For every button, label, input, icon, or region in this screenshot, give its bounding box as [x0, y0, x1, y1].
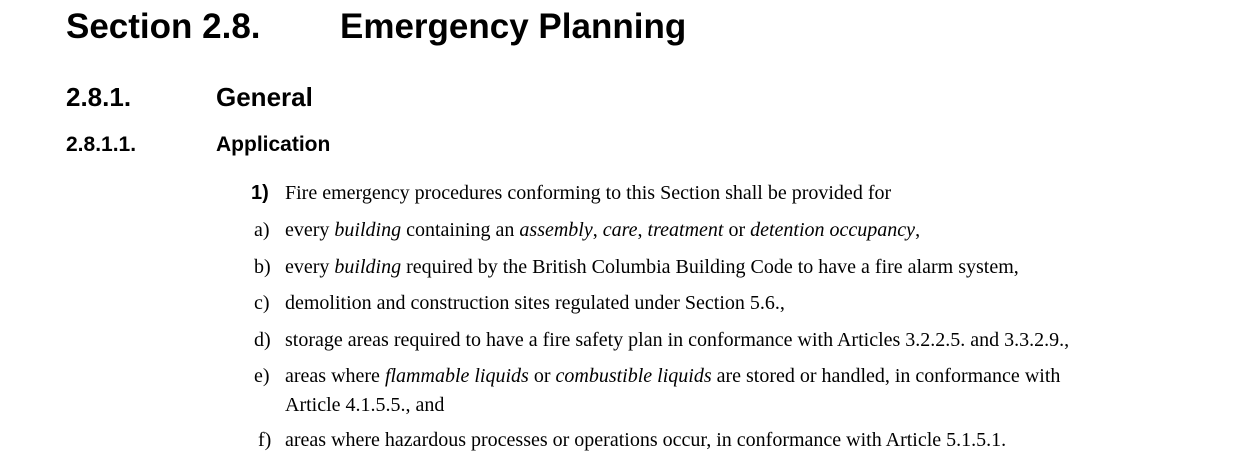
sentence-text: Fire emergency procedures conforming to this Section shall be provided for: [285, 182, 892, 204]
subsection-title: General: [216, 82, 313, 112]
sentence-number: 1): [251, 182, 269, 204]
clause-letter: a): [254, 219, 270, 241]
clause-d: [0, 328, 1252, 352]
section-title: Emergency Planning: [340, 7, 687, 46]
defined-term: building: [334, 219, 402, 241]
clause-text: storage areas required to have a fire safety plan in conformance with Articles 3.2.2.5. and 3.3.2.9.,: [285, 329, 1070, 351]
article-number: 2.8.1.1.: [66, 133, 137, 156]
clause-a: [0, 218, 1252, 242]
clause-text: demolition and construction sites regulated under Section 5.6.,: [285, 292, 785, 314]
sentence-1: [0, 181, 1252, 205]
clause-letter: e): [254, 365, 270, 387]
defined-term: combustible liquids: [555, 365, 712, 387]
clause-letter: f): [258, 429, 272, 451]
section-number: Section 2.8.: [66, 7, 261, 46]
defined-term: building: [334, 256, 402, 278]
clause-text: areas where hazardous processes or operations occur, in conformance with Article 5.1.5.1.: [285, 429, 1007, 451]
defined-term: assembly: [519, 219, 593, 241]
clause-b: [0, 255, 1252, 279]
clause-f: [0, 428, 1252, 452]
clause-text: areas where flammable liquids or combustible liquids are stored or handled, in conformance with: [285, 365, 1061, 387]
clause-letter: c): [254, 292, 270, 314]
clause-e: [0, 364, 1252, 388]
defined-term: flammable liquids: [384, 365, 529, 387]
subsection-number: 2.8.1.: [66, 82, 132, 112]
clause-text-continued: Article 4.1.5.5., and: [285, 394, 445, 416]
clause-text: every building containing an assembly, care, treatment or detention occupancy,: [285, 219, 921, 241]
clause-letter: b): [254, 256, 271, 278]
defined-term: care: [602, 219, 638, 241]
clause-text: every building required by the British Columbia Building Code to have a fire alarm system,: [285, 256, 1019, 278]
clause-letter: d): [254, 329, 271, 351]
defined-term: detention occupancy: [750, 219, 916, 241]
article-title: Application: [216, 133, 331, 156]
clause-c: [0, 291, 1252, 315]
defined-term: treatment: [647, 219, 724, 241]
clause-e-continuation: [0, 393, 1252, 417]
